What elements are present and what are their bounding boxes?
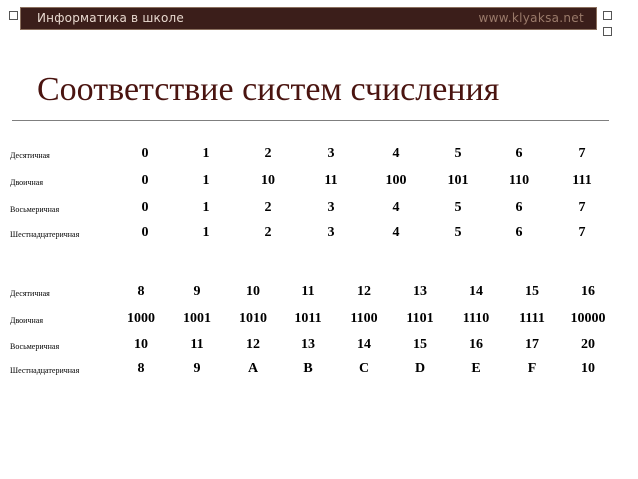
table-cell: 1 (202, 200, 210, 215)
table-cell: 1001 (183, 311, 211, 326)
table-cell: 7 (578, 200, 586, 215)
table-cell: 2 (264, 200, 272, 215)
table-cell: 0 (141, 200, 149, 215)
table-cell: 9 (193, 361, 201, 376)
table-cell: 10 (581, 361, 595, 376)
table-cell: 1011 (294, 311, 322, 326)
row-label: Двоичная (10, 178, 43, 187)
table-cell: D (414, 361, 426, 376)
table-cell: 0 (141, 146, 149, 161)
decorative-square-icon (9, 11, 18, 20)
table-cell: 1000 (127, 311, 155, 326)
table-cell: 6 (515, 200, 523, 215)
table-cell: 1 (202, 173, 210, 188)
table-cell: 100 (385, 173, 407, 188)
table-cell: 1 (202, 225, 210, 240)
table-cell: 7 (578, 146, 586, 161)
table-cell: 1 (202, 146, 210, 161)
table-cell: 101 (447, 173, 469, 188)
row-label: Десятичная (10, 151, 50, 160)
table-cell: 12 (357, 284, 371, 299)
table-cell: 4 (392, 225, 400, 240)
table-cell: 3 (327, 146, 335, 161)
table-cell: 110 (508, 173, 530, 188)
table-cell: 0 (141, 225, 149, 240)
row-label: Шестнадцатеричная (10, 366, 80, 375)
table-cell: 17 (525, 337, 539, 352)
table-cell: 1100 (350, 311, 378, 326)
row-label: Десятичная (10, 289, 50, 298)
row-label: Восьмеричная (10, 205, 60, 214)
table-cell: 7 (578, 225, 586, 240)
table-cell: E (471, 361, 481, 376)
table-cell: 13 (413, 284, 427, 299)
decorative-square-icon (603, 27, 612, 36)
slide-title: Соответствие систем счисления (37, 71, 500, 108)
table-cell: 14 (357, 337, 371, 352)
table-cell: 10 (134, 337, 148, 352)
table-cell: 1101 (406, 311, 434, 326)
table-cell: 15 (413, 337, 427, 352)
table-cell: 11 (324, 173, 338, 188)
table-cell: 3 (327, 225, 335, 240)
table-cell: 10 (246, 284, 260, 299)
table-cell: F (527, 361, 537, 376)
header-website-text: www.klyaksa.net (478, 11, 584, 25)
row-label: Шестнадцатеричная (10, 230, 80, 239)
table-cell: 16 (581, 284, 595, 299)
table-cell: 14 (469, 284, 483, 299)
table-cell: 3 (327, 200, 335, 215)
decorative-square-icon (603, 11, 612, 20)
table-cell: B (303, 361, 313, 376)
row-label: Восьмеричная (10, 342, 60, 351)
row-label: Двоичная (10, 316, 43, 325)
table-cell: 11 (190, 337, 204, 352)
title-divider (12, 120, 609, 121)
table-cell: 16 (469, 337, 483, 352)
header-bar (20, 7, 597, 30)
table-cell: 5 (454, 146, 462, 161)
table-cell: 10 (261, 173, 275, 188)
table-cell: C (358, 361, 370, 376)
table-cell: 6 (515, 225, 523, 240)
table-cell: 1111 (519, 311, 545, 326)
table-cell: 10000 (570, 311, 606, 326)
table-cell: 2 (264, 146, 272, 161)
table-cell: 15 (525, 284, 539, 299)
table-cell: A (247, 361, 259, 376)
table-cell: 5 (454, 225, 462, 240)
table-cell: 1010 (239, 311, 267, 326)
table-cell: 8 (137, 284, 145, 299)
table-cell: 1110 (462, 311, 490, 326)
table-cell: 12 (246, 337, 260, 352)
table-cell: 0 (141, 173, 149, 188)
table-cell: 13 (301, 337, 315, 352)
table-cell: 11 (301, 284, 315, 299)
table-cell: 9 (193, 284, 201, 299)
table-cell: 111 (572, 173, 592, 188)
table-cell: 4 (392, 200, 400, 215)
header-left-text: Информатика в школе (37, 11, 184, 25)
table-cell: 5 (454, 200, 462, 215)
table-cell: 20 (581, 337, 595, 352)
table-cell: 8 (137, 361, 145, 376)
table-cell: 2 (264, 225, 272, 240)
table-cell: 4 (392, 146, 400, 161)
table-cell: 6 (515, 146, 523, 161)
